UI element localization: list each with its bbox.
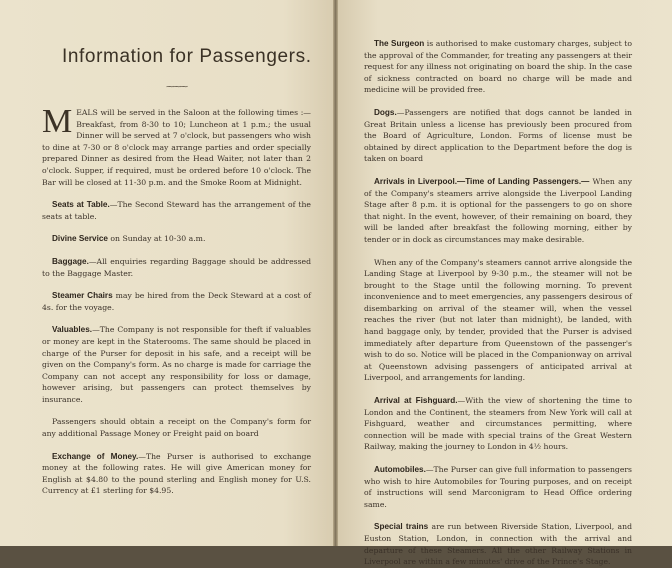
liverpool-text: When any of the Company's steamers arrive alongside the Liverpool Landing Stage after 8 p.m. it is optional for the passengers to go on shore that night. In the event, however, of their remaining on board, they will be landed after breakfast the following morning, either by tender or in dock as circumstances may make desirable. xyxy=(364,176,632,244)
valuables-text: —The Company is not responsible for theft if valuables or money are kept in the Staterooms. The same should be placed in charge of the Purser for deposit in his safe, and a receipt will be given on the Company's form. As no charge is made for carriage the Company can not accept any responsibility for loss or damage, however arising, but passengers can protect themselves by insurance. xyxy=(42,325,311,404)
steamer-chairs-text: may be hired from the Deck Steward at a cost of 4s. for the voyage. xyxy=(42,291,312,312)
left-page xyxy=(0,0,333,546)
surgeon-paragraph xyxy=(364,38,632,96)
fishguard-text: —With the view of shortening the time to London and the Continent, the steamers from New York will call at Fishguard, weather and circumstances permitting, where connection will be made with special trains of the Great Western Railway, making the journey to London in 4½ hours. xyxy=(364,396,632,452)
divine-service-heading: Divine Service xyxy=(52,234,108,244)
steamer-chairs-paragraph xyxy=(42,290,311,313)
receipt-paragraph: Passengers should obtain a receipt on the Company's form for any additional Passage Money or Freight paid on board xyxy=(42,417,311,439)
automobiles-heading: Automobiles. xyxy=(374,465,426,474)
valuables-heading: Valuables. xyxy=(52,325,93,335)
divine-service-text: on Sunday at 10-30 a.m. xyxy=(107,234,206,244)
exchange-text: —The Purser is authorised to exchange money at the following rates. He will give American money for English at $4.80 to the pound sterling and English money for U.S. Currency at £1 sterling for $4.95. xyxy=(42,451,311,496)
page-title: Information for Passengers. xyxy=(62,46,312,67)
ornament-divider: ⁓⁓⁓ xyxy=(166,82,187,91)
baggage-paragraph xyxy=(42,256,311,279)
exchange-paragraph xyxy=(42,451,311,497)
baggage-heading: Baggage. xyxy=(52,256,89,266)
dogs-heading: Dogs. xyxy=(374,107,397,117)
steamer-chairs-heading: Steamer Chairs xyxy=(52,291,113,301)
dogs-text: —Passengers are notified that dogs cannot be landed in Great Britain unless a license has previously been procured from the Board of Agriculture, London. Forms of license must be obtained by direct application to the Department before the dog is taken on board xyxy=(364,107,632,164)
dogs-paragraph xyxy=(364,107,632,165)
fishguard-paragraph xyxy=(364,395,632,453)
exchange-heading: Exchange of Money. xyxy=(52,451,139,461)
automobiles-text: —The Purser can give full information to passengers who wish to hire Automobiles for Touring purposes, and on receipt of instructions will send Marconigram to Head Office ordering same. xyxy=(364,465,632,509)
special-trains-paragraph xyxy=(364,521,632,567)
baggage-text: —All enquiries regarding Baggage should be addressed to the Baggage Master. xyxy=(42,256,311,278)
surgeon-text: is authorised to make customary charges, subject to the approval of the Commander, for treating any passengers at their request for any illness not originating on board the ship. In the case of sickness contracted on board no charge will be made and medicine will be provided free. xyxy=(364,39,632,95)
liverpool-heading: Arrivals in Liverpool.—Time of Landing Passengers.— xyxy=(374,176,590,186)
liverpool-late-paragraph: When any of the Company's steamers cannot arrive alongside the Landing Stage at Liverpool by 9-30 p.m., the steamer will not be brought to the Stage until the following morning. To prevent inconvenience and to meet emergencies, any passengers desirous of disembarking on arrival of the steamer will, when the vessel reaches the river (but not later than midnight), be landed, with hand baggage only, by tender, provided that the Purser is advised immediately after departure from Queenstown of the passenger's wish to do so. Notice will be placed in the Companionway on arrival at Queenstown advising passengers of anticipated arrival at Liverpool, and arrangements for landing. xyxy=(364,257,632,383)
dropcap-letter: M xyxy=(42,103,73,140)
meals-text: EALS will be served in the Saloon at the following times :— Breakfast, from 8-30 to 10; Luncheon at 1 p.m.; the usual Dinner will be served at 7 o'clock, but passengers who wish to dine at 7-30 or 8 o'clock may arrange parties and order specially prepared Dinner as desired from the Head Waiter, not later than 2 o'clock. Supper, if required, must be ordered before 10 o'clock. The Bar will be closed at 11-30 p.m. and the Smoke Room at Midnight. xyxy=(42,108,311,187)
right-page xyxy=(338,0,672,567)
seats-heading: Seats at Table. xyxy=(52,200,110,210)
surgeon-heading: The Surgeon xyxy=(374,39,425,48)
special-trains-text: are run between Riverside Station, Liverpool, and Euston Station, London, in connection with the arrival and departure of these Steamers. All the other Railway Stations in Liverpool are within a few minutes' drive of the Prince's Stage. xyxy=(364,522,633,567)
divine-service-paragraph xyxy=(42,233,311,245)
liverpool-paragraph xyxy=(364,176,632,246)
meals-paragraph xyxy=(42,103,311,188)
automobiles-paragraph xyxy=(364,464,632,510)
fishguard-heading: Arrival at Fishguard. xyxy=(374,396,458,406)
valuables-paragraph xyxy=(42,324,311,405)
seats-paragraph xyxy=(42,199,311,222)
special-trains-heading: Special trains xyxy=(374,522,429,532)
seats-text: —The Second Steward has the arrangement of the seats at table. xyxy=(42,200,311,221)
